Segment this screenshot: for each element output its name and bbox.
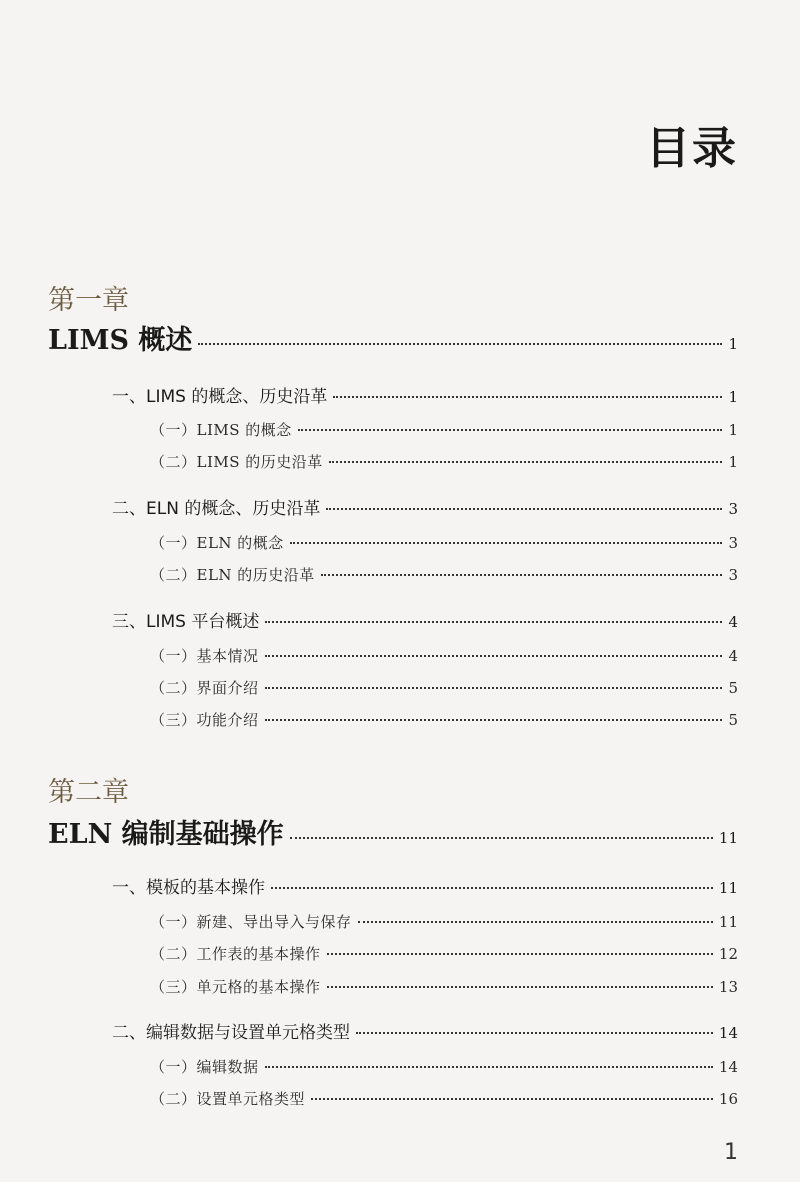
subsection-title: （二）设置单元格类型 [150,1090,306,1108]
toc-subsection-entry[interactable] [150,1056,738,1077]
dot-leader [265,687,723,689]
subsection-title: （一）LIMS 的概念 [150,421,292,439]
section-title: 三、LIMS 平台概述 [112,612,260,632]
toc-chapter-entry[interactable] [48,318,738,357]
toc-subsection-entry[interactable] [150,1088,738,1109]
page-number: 11 [718,829,738,847]
section-title: 二、ELN 的概念、历史沿革 [112,499,321,519]
page-number: 4 [728,647,738,665]
page-number: 5 [728,679,738,697]
page-folio: 1 [724,1140,738,1165]
page-number: 1 [728,388,738,406]
dot-leader [321,574,723,576]
dot-leader [271,887,713,889]
subsection-title: （一）新建、导出导入与保存 [150,913,352,931]
page-number: 16 [718,1090,738,1108]
chapter-title: LIMS 概述 [48,325,193,356]
dot-leader [326,508,722,510]
dot-leader [329,461,723,463]
page-number: 1 [728,421,738,439]
page-number: 14 [718,1058,738,1076]
subsection-title: （二）LIMS 的历史沿革 [150,453,323,471]
dot-leader [358,921,713,923]
section-title: 一、LIMS 的概念、历史沿革 [112,387,328,407]
toc-section-entry[interactable] [112,607,738,632]
dot-leader [333,396,722,398]
toc-subsection-entry[interactable] [150,976,738,997]
page-number: 3 [728,534,738,552]
dot-leader [265,1066,713,1068]
dot-leader [265,655,723,657]
dot-leader [356,1032,713,1034]
subsection-title: （三）单元格的基本操作 [150,978,321,996]
page-number: 5 [728,711,738,729]
page-number: 14 [718,1024,738,1042]
dot-leader [311,1098,713,1100]
toc-section-entry[interactable] [112,1018,738,1043]
subsection-title: （二）工作表的基本操作 [150,945,321,963]
toc-subsection-entry[interactable] [150,677,738,698]
page-title: 目录 [646,123,738,174]
page-number: 13 [718,978,738,996]
subsection-title: （二）界面介绍 [150,679,259,697]
page-number: 1 [728,453,738,471]
dot-leader [265,621,722,623]
toc-section-entry[interactable] [112,382,738,407]
dot-leader [198,343,722,345]
page-number: 11 [718,913,738,931]
dot-leader [290,837,713,839]
dot-leader [327,986,713,988]
toc-subsection-entry[interactable] [150,943,738,964]
toc-section-entry[interactable] [112,873,738,898]
page-number: 1 [728,335,738,353]
dot-leader [298,429,723,431]
toc-subsection-entry[interactable] [150,419,738,440]
subsection-title: （三）功能介绍 [150,711,259,729]
toc-subsection-entry[interactable] [150,451,738,472]
chapter-label: 第一章 [48,285,129,316]
subsection-title: （一）基本情况 [150,647,259,665]
chapter-title: ELN 编制基础操作 [48,819,284,850]
subsection-title: （二）ELN 的历史沿革 [150,566,315,584]
chapter-label: 第二章 [48,777,129,808]
toc-subsection-entry[interactable] [150,532,738,553]
dot-leader [265,719,723,721]
page-number: 3 [728,566,738,584]
dot-leader [290,542,723,544]
toc-subsection-entry[interactable] [150,645,738,666]
section-title: 二、编辑数据与设置单元格类型 [112,1023,350,1043]
section-title: 一、模板的基本操作 [112,878,265,898]
page-number: 3 [728,500,738,518]
toc-section-entry[interactable] [112,494,738,519]
dot-leader [327,953,713,955]
page-number: 12 [718,945,738,963]
toc-chapter-entry[interactable] [48,812,738,851]
toc-subsection-entry[interactable] [150,564,738,585]
toc-subsection-entry[interactable] [150,911,738,932]
subsection-title: （一）编辑数据 [150,1058,259,1076]
page-number: 11 [718,879,738,897]
toc-subsection-entry[interactable] [150,709,738,730]
page-number: 4 [728,613,738,631]
subsection-title: （一）ELN 的概念 [150,534,284,552]
